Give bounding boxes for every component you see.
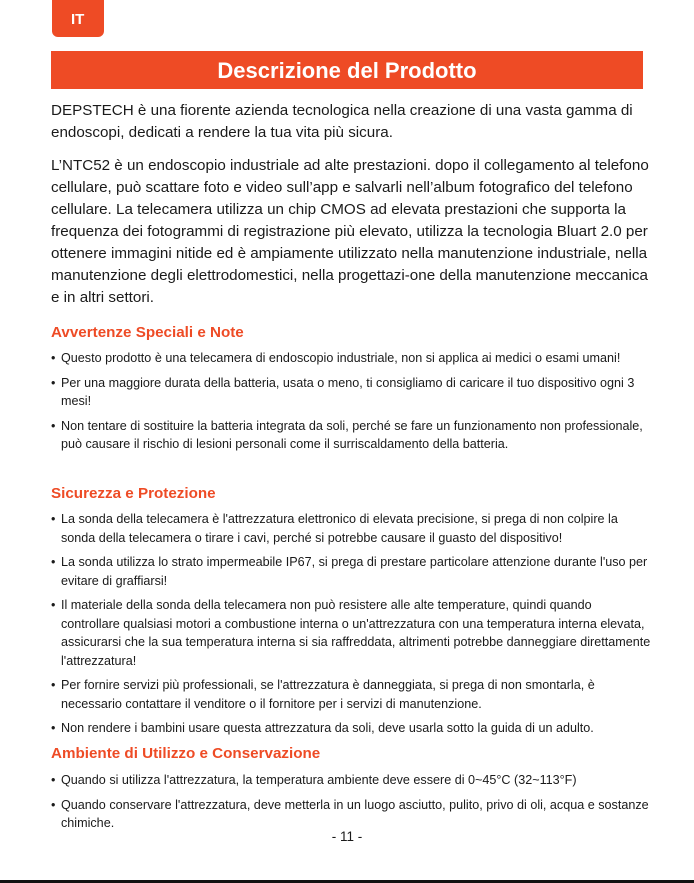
intro-paragraph-1: DEPSTECH è una fiorente azienda tecnologica nella creazione di una vasta gamma di endoscopi, dedicati a rendere la tua vita più sicura.: [51, 102, 633, 141]
section-heading-safety: Sicurezza e Protezione: [51, 485, 216, 502]
safety-list: [51, 510, 651, 744]
warnings-list: [51, 349, 651, 460]
list-item: • Il materiale della sonda della telecamera non può resistere alle alte temperature, quindi quando controllare qualsiasi motori a combustione interna o un'attrezzatura con una temperatura interna elevata, assicurarsi che la sua temperatura interna si sia raffreddata, altrimenti potrebbe danneggiare direttamente l'attrezzatura!: [51, 596, 651, 670]
list-item: • La sonda utilizza lo strato impermeabile IP67, si prega di prestare particolare attenzione durante l'uso per evitare di graffiarsi!: [51, 553, 651, 590]
list-item: • Quando conservare l'attrezzatura, deve metterla in un luogo asciutto, pulito, privo di oli, acqua e sostanze chimiche.: [51, 796, 651, 833]
list-item: • La sonda della telecamera è l'attrezzatura elettronico di elevata precisione, si prega di non colpire la sonda della telecamera o tirare i cavi, perché si potrebbe causare il guasto del dispositivo!: [51, 510, 651, 547]
section-heading-environment: Ambiente di Utilizzo e Conservazione: [51, 745, 321, 762]
section-heading-warnings: Avvertenze Speciali e Note: [51, 324, 244, 341]
page-number: - 11 -: [331, 829, 363, 844]
list-item: • Per fornire servizi più professionali, se l'attrezzatura è danneggiata, si prega di non smontarla, è necessario contattare il venditore o il fornitore per i servizi di manutenzione.: [51, 676, 651, 713]
language-tab: IT: [52, 0, 104, 37]
list-item: • Questo prodotto è una telecamera di endoscopio industriale, non si applica ai medici o esami umani!: [51, 349, 651, 368]
list-item: • Non tentare di sostituire la batteria integrata da soli, perché se fare un funzionamento non professionale, può causare il rischio di lesioni personali come il surriscaldamento della batteria.: [51, 417, 651, 454]
list-item: • Non rendere i bambini usare questa attrezzatura da soli, deve usarla sotto la guida di un adulto.: [51, 719, 651, 738]
list-item: • Quando si utilizza l'attrezzatura, la temperatura ambiente deve essere di 0~45°C (32~113°F): [51, 771, 651, 790]
page-title: Descrizione del Prodotto: [51, 51, 643, 89]
list-item: • Per una maggiore durata della batteria, usata o meno, ti consigliamo di caricare il tuo dispositivo ogni 3 mesi!: [51, 374, 651, 411]
intro-paragraph-2: L’NTC52 è un endoscopio industriale ad alte prestazioni. dopo il collegamento al telefono cellulare, può scattare foto e video sull’app e salvarli nell’album fotografico del telefono cellulare. La telecamera utilizza un chip CMOS ad elevata prestazioni che supporta la frequenza dei fotogrammi di registrazione più elevato, utilizza la tecnologia Bluart 2.0 per ottenere immagini nitide ed è ampiamente utilizzato nella manutenzione industriale, nella manutenzione degli elettrodomestici, nella progettazi-one della manutenzione meccanica e in altri settori.: [51, 157, 649, 306]
